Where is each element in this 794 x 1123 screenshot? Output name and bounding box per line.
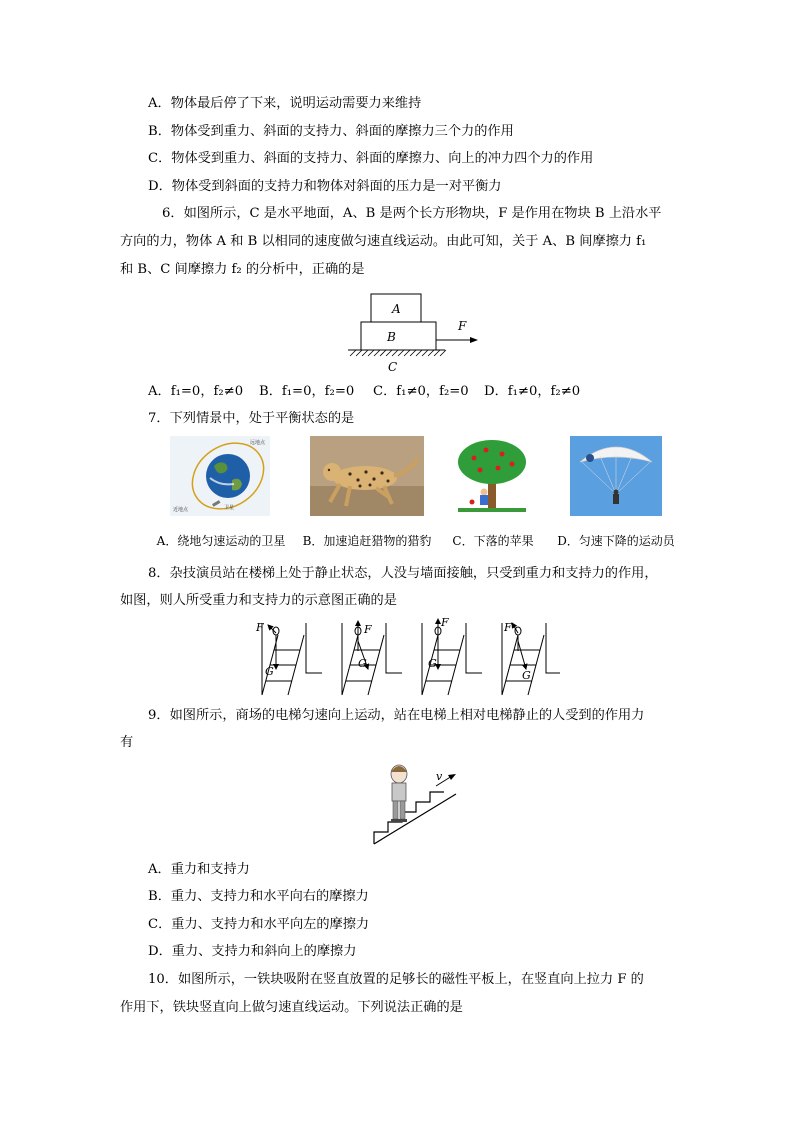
q9-stem-line-1: 9．如图所示，商场的电梯匀速向上运动，站在电梯上相对电梯静止的人受到的作用力 (148, 708, 645, 723)
q6-option-d: D．f₁≠0，f₂≠0 (484, 384, 581, 399)
q6-stem-line-3: 和 B、C 间摩擦力 f₂ 的分析中，正确的是 (120, 262, 365, 277)
ladder-a-label-g: G (265, 665, 274, 678)
ladder-b-label-g: G (358, 657, 367, 670)
q6-label-a: A (392, 302, 401, 316)
q6-option-b: B．f₁=0，f₂=0 (259, 384, 355, 399)
ladder-a-label-f: F (256, 621, 264, 634)
q8-stem-line-2: 如图，则人所受重力和支持力的示意图正确的是 (120, 593, 397, 608)
ladder-d-label-f: F (504, 621, 512, 634)
q7-stem: 7．下列情景中，处于平衡状态的是 (148, 411, 355, 426)
parachutist-image (570, 436, 662, 516)
q8-stem-line-1: 8．杂技演员站在楼梯上处于静止状态，人没与墙面接触，只受到重力和支持力的作用， (148, 566, 658, 581)
q9-option-d: D．重力、支持力和斜向上的摩擦力 (148, 944, 357, 959)
earth-tag-top: 远地点 (250, 440, 266, 446)
q7-caption-d: D．匀速下降的运动员 (557, 534, 675, 548)
earth-tag-satellite: 卫星 (224, 505, 235, 511)
q9-option-a: A．重力和支持力 (148, 862, 250, 877)
q9-option-b: B．重力、支持力和水平向右的摩擦力 (148, 889, 369, 904)
ladder-c-label-g: G (428, 657, 437, 670)
ladder-option-c (422, 617, 482, 695)
cheetah-image (310, 436, 424, 516)
q8-ladder-figures (250, 617, 560, 699)
q10-stem-line-2: 作用下，铁块竖直向上做匀速直线运动。下列说法正确的是 (120, 1000, 463, 1015)
q6-label-c: C (388, 360, 398, 374)
earth-tag-left: 近地点 (173, 507, 189, 513)
q6-label-f: F (458, 319, 467, 333)
q5-option-b: B．物体受到重力、斜面的支持力、斜面的摩擦力三个力的作用 (148, 124, 514, 139)
escalator-figure (370, 760, 465, 848)
q6-option-a: A．f₁=0，f₂≠0 (148, 384, 244, 399)
escalator-label-v: v (436, 770, 443, 783)
q9-stem-line-2: 有 (120, 735, 134, 750)
q6-option-c: C．f₁≠0，f₂=0 (373, 384, 469, 399)
apple-tree-image (450, 436, 534, 516)
q6-label-b: B (387, 330, 396, 344)
q5-option-a: A．物体最后停了下来，说明运动需要力来维持 (148, 96, 422, 111)
satellite-orbit-image (170, 436, 270, 516)
ladder-d-label-g: G (522, 669, 531, 682)
q6-blocks-figure (340, 290, 490, 375)
q10-stem-line-1: 10．如图所示，一铁块吸附在竖直放置的足够长的磁性平板上，在竖直向上拉力 F 的 (148, 972, 644, 987)
ladder-c-label-f: F (441, 617, 449, 629)
ladder-option-d (502, 621, 560, 695)
q7-caption-c: C．下落的苹果 (452, 534, 534, 548)
ladder-option-b (342, 621, 402, 695)
q7-caption-a: A．绕地匀速运动的卫星 (156, 534, 286, 548)
q7-caption-b: B．加速追赶猎物的猎豹 (302, 534, 432, 548)
ladder-b-label-f: F (364, 623, 372, 636)
q6-stem-line-2: 方向的力，物体 A 和 B 以相同的速度做匀速直线运动。由此可知，关于 A、B 间摩擦力 f₁ (120, 234, 647, 249)
q6-stem-line-1: 6．如图所示，C 是水平地面，A、B 是两个长方形物块，F 是作用在物块 B 上沿水平 (162, 206, 662, 221)
q5-option-c: C．物体受到重力、斜面的支持力、斜面的摩擦力、向上的冲力四个力的作用 (148, 151, 594, 166)
q5-option-d: D．物体受到斜面的支持力和物体对斜面的压力是一对平衡力 (148, 179, 502, 194)
q9-option-c: C．重力、支持力和水平向左的摩擦力 (148, 917, 370, 932)
ladder-option-a (255, 621, 322, 695)
